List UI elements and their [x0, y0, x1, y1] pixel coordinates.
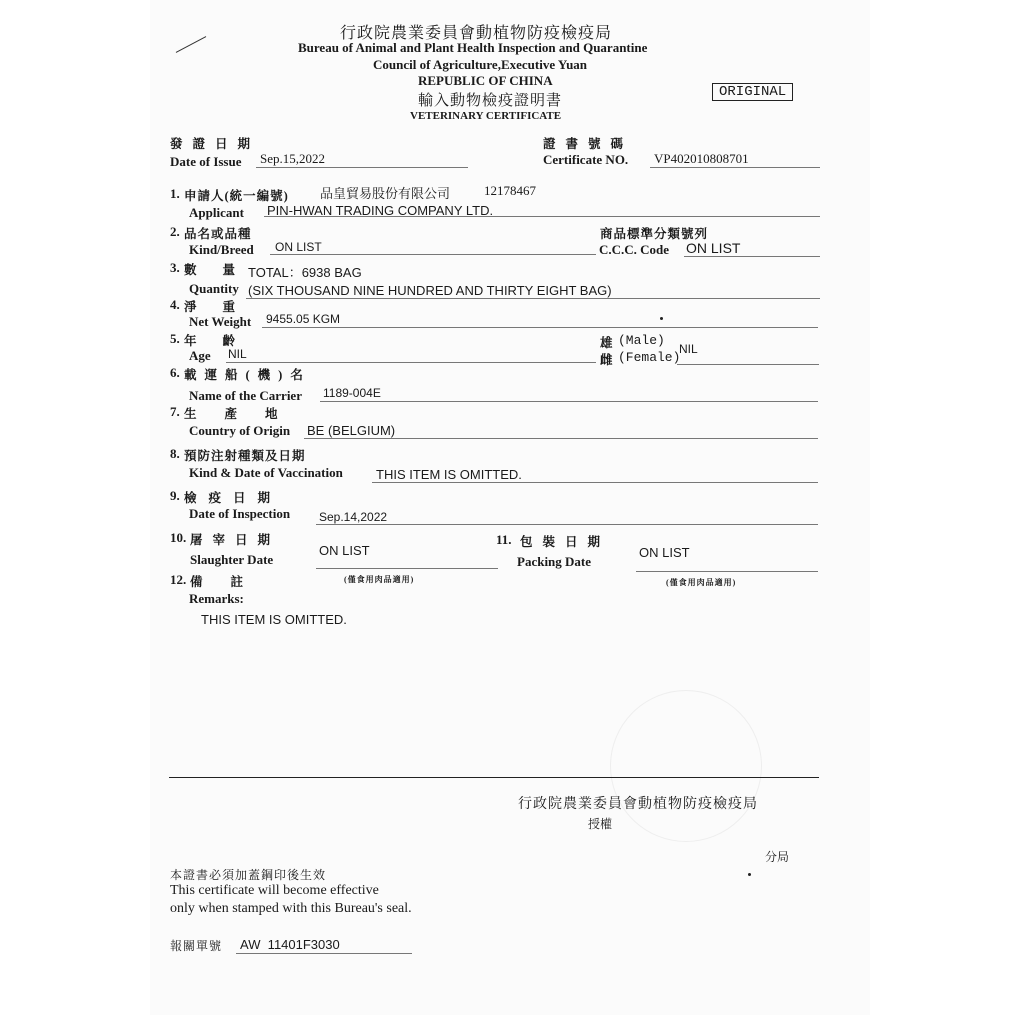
carrier-label-en: Name of the Carrier — [189, 388, 302, 403]
field-number: 1. — [170, 186, 180, 201]
field-number: 11. — [496, 532, 512, 547]
age-label-cn: 年齡 — [184, 334, 262, 348]
packing-note: (僅食用肉品適用) — [666, 578, 737, 587]
council-title: Council of Agriculture,Executive Yuan — [373, 57, 588, 72]
age-label-en: Age — [189, 348, 211, 363]
agency-title-cn: 行政院農業委員會動植物防疫檢疫局 — [340, 25, 613, 42]
slaughter-note: (僅食用肉品適用) — [344, 575, 415, 584]
origin-label-en: Country of Origin — [189, 423, 291, 438]
carrier-label-cn: 載運船(機)名 — [184, 368, 311, 382]
notice-cn: 本證書必須加蓋鋼印後生效 — [170, 868, 327, 882]
original-stamp: ORIGINAL — [712, 83, 793, 101]
quantity-value: (SIX THOUSAND NINE HUNDRED AND THIRTY EIGHT BAG) — [248, 283, 612, 298]
issue-date-label-cn: 發證日期 — [170, 137, 261, 151]
notice-en-2: only when stamped with this Bureau's seal. — [170, 901, 412, 916]
field-number: 6. — [170, 365, 180, 380]
remarks-label-en: Remarks: — [189, 591, 244, 606]
applicant-value: PIN-HWAN TRADING COMPANY LTD. — [267, 203, 494, 218]
cert-title-cn: 輸入動物檢疫證明書 — [418, 93, 563, 109]
cert-title-en: VETERINARY CERTIFICATE — [410, 110, 562, 122]
origin-value: BE (BELGIUM) — [307, 423, 396, 438]
packing-label-en: Packing Date — [517, 554, 592, 569]
sex-value: NIL — [679, 342, 698, 356]
inspection-label-cn: 檢疫日期 — [184, 491, 283, 505]
inspection-value: Sep.14,2022 — [319, 510, 388, 524]
cert-no-value: VP402010808701 — [654, 151, 749, 166]
male-label-en: (Male) — [618, 333, 665, 348]
footer-agency-cn: 行政院農業委員會動植物防疫檢疫局 — [518, 797, 758, 812]
field-number: 10. — [170, 530, 187, 545]
slaughter-value: ON LIST — [319, 543, 370, 558]
net-weight-label-cn: 淨重 — [184, 300, 262, 314]
net-weight-value: 9455.05 KGM — [266, 312, 341, 326]
ccc-label-en: C.C.C. Code — [599, 242, 670, 257]
inspection-label-en: Date of Inspection — [189, 506, 291, 521]
slaughter-label-cn: 屠宰日期 — [190, 533, 281, 547]
customs-label-cn: 報關單號 — [170, 939, 223, 953]
remarks-value: THIS ITEM IS OMITTED. — [201, 612, 347, 627]
field-number: 2. — [170, 224, 180, 239]
kind-value: ON LIST — [275, 240, 322, 254]
footer-authorized-cn: 授權 — [588, 817, 613, 831]
applicant-tax-id: 12178467 — [484, 183, 536, 198]
agency-title-en: Bureau of Animal and Plant Health Inspection and Quarantine — [298, 40, 648, 55]
country-title: REPUBLIC OF CHINA — [418, 73, 553, 88]
footer-branch-cn: 分局 — [765, 850, 790, 864]
vaccination-label-cn: 預防注射種類及日期 — [184, 449, 306, 463]
field-number: 7. — [170, 404, 180, 419]
female-label-cn: 雌 — [600, 353, 613, 367]
customs-value: AW 11401F3030 — [240, 937, 340, 952]
age-value: NIL — [228, 347, 247, 361]
net-weight-label-en: Net Weight — [189, 314, 252, 329]
issue-date-label-en: Date of Issue — [170, 154, 242, 169]
applicant-name-cn: 品皇貿易股份有限公司 — [320, 186, 451, 201]
male-label-cn: 雄 — [600, 336, 613, 350]
quantity-total: TOTAL：6938 BAG — [248, 265, 362, 280]
field-number: 12. — [170, 572, 187, 587]
field-number: 3. — [170, 260, 180, 275]
issue-date-value: Sep.15,2022 — [260, 151, 325, 166]
vaccination-label-en: Kind & Date of Vaccination — [189, 465, 343, 480]
female-label-en: (Female) — [618, 350, 681, 365]
packing-value: ON LIST — [639, 545, 690, 560]
packing-label-cn: 包裝日期 — [520, 535, 611, 549]
field-number: 5. — [170, 331, 180, 346]
field-number: 9. — [170, 488, 180, 503]
cert-no-label-cn: 證書號碼 — [543, 137, 634, 151]
kind-label-cn: 品名或品種 — [184, 227, 252, 241]
embossed-seal — [610, 690, 762, 842]
remarks-label-cn: 備註 — [190, 575, 272, 589]
vaccination-value: THIS ITEM IS OMITTED. — [376, 467, 522, 482]
kind-label-en: Kind/Breed — [189, 242, 254, 257]
origin-label-cn: 生產地 — [184, 407, 306, 421]
carrier-value: 1189-004E — [323, 386, 381, 400]
applicant-label-cn: 申請人(統一編號) — [184, 189, 289, 203]
ccc-value: ON LIST — [686, 240, 741, 256]
ccc-label-cn: 商品標準分類號列 — [600, 227, 709, 241]
applicant-label-en: Applicant — [189, 205, 244, 220]
notice-en-1: This certificate will become effective — [170, 883, 379, 898]
quantity-label-en: Quantity — [189, 281, 239, 296]
field-number: 8. — [170, 446, 180, 461]
cert-no-label-en: Certificate NO. — [543, 152, 629, 167]
field-number: 4. — [170, 297, 180, 312]
slaughter-label-en: Slaughter Date — [190, 552, 274, 567]
quantity-label-cn: 數量 — [184, 263, 262, 277]
